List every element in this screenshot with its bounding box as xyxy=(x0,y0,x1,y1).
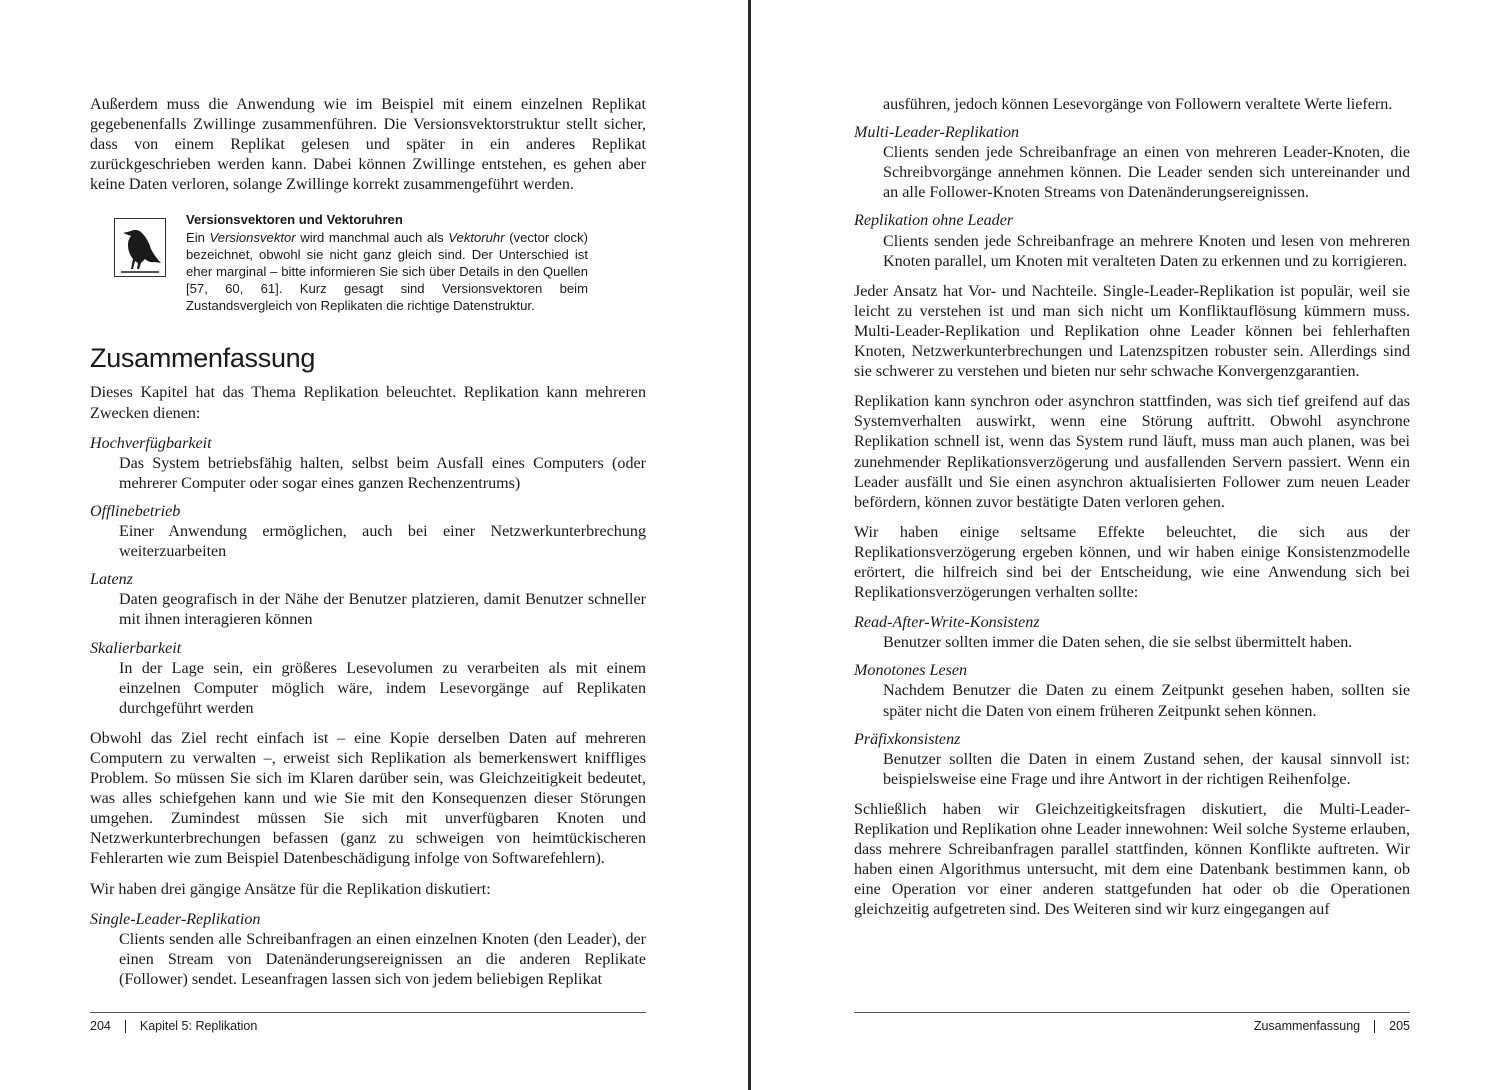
paragraph: Obwohl das Ziel recht einfach ist – eine Kopie derselben Daten auf mehreren Computern zu verwalten –, erweist sich Replikation als bemerkenswert kniffliges Problem. So müssen Sie sich im Klaren darüber sein, was Gleichzeitigkeit bedeutet, was alles schiefgehen kann und wie Sie mit den Konsequenzen dieser Störungen umgehen. Zumindest müssen Sie sich mit unverfügbaren Knoten und Netzwerkunterbrechungen befassen (ganz zu schweigen von heimtückischeren Fehlerarten wie zum Beispiel Datenbeschädigung infolge von Softwarefehlern). xyxy=(90,729,646,868)
paragraph: Außerdem muss die Anwendung wie im Beispiel mit einem einzelnen Replikat gegebenenfalls Zwillinge zusammenführen. Die Versionsvektorstruktur stellt sicher, dass von einem Replikat gelesen und später in ein anderes Replikat zurückgeschrieben werden kann. Dabei können Zwillinge entstehen, es gehen aber keine Daten verloren, solange Zwillinge korrekt zusammengeführt werden. xyxy=(90,96,646,194)
definition-term: Multi-Leader-Replikation xyxy=(854,124,1020,142)
footer-rule xyxy=(90,1012,646,1013)
running-header: Zusammenfassung xyxy=(1253,1019,1361,1033)
definition-text: Clients senden jede Schreibanfrage an einen von mehreren Leader-Knoten, die Schreibvorgänge annehmen können. Die Leader senden sich untereinander und an alle Follower-Knoten Streams von Datenänderungsereignissen. xyxy=(883,144,1410,202)
note-emphasis: Vektoruhr xyxy=(448,229,505,245)
note-text: wird manchmal auch als xyxy=(295,229,449,245)
note-text: Ein xyxy=(186,229,210,245)
definition-text: Clients senden alle Schreibanfragen an einen einzelnen Knoten (den Leader), der einen Stream von Datenänderungsereignissen an die anderen Replikate (Follower) sendet. Leseanfragen lassen sich von jedem beliebigen Replikat xyxy=(119,930,646,988)
paragraph: Wir haben drei gängige Ansätze für die Replikation diskutiert: xyxy=(90,880,491,898)
definition-term: Hochverfügbarkeit xyxy=(90,434,212,452)
right-page xyxy=(751,0,1500,1090)
definition-text: Das System betriebsfähig halten, selbst beim Ausfall eines Computers (oder mehrerer Computer oder sogar eines ganzen Rechenzentrums) xyxy=(119,454,646,492)
definition-term: Replikation ohne Leader xyxy=(854,212,1014,230)
definition-term: Latenz xyxy=(90,571,133,589)
definition-term: Skalierbarkeit xyxy=(90,639,182,657)
note-text: (vector clock) bezeichnet, obwohl sie nicht ganz gleich sind. Der Unterschied ist eher marginal – bitte informieren Sie sich über Details in den Quellen [57, 60, 61]. Kurz gesagt sind Versionsvektoren beim Zustandsvergleich von Replikaten die richtige Datenstruktur. xyxy=(186,229,589,314)
note-box xyxy=(90,211,646,329)
definition-text: ausführen, jedoch können Lesevorgänge von Followern veraltete Werte liefern. xyxy=(883,96,1393,113)
definition-term: Monotones Lesen xyxy=(854,662,968,680)
left-text-column xyxy=(90,95,646,998)
note-emphasis: Versionsvektor xyxy=(209,229,296,245)
page-footer xyxy=(90,1012,646,1033)
definition-term: Read-After-Write-Konsistenz xyxy=(854,614,1040,632)
definition-term: Offlinebetrieb xyxy=(90,502,181,520)
section-heading: Zusammenfassung xyxy=(90,343,316,374)
paragraph: Wir haben einige seltsame Effekte beleuchtet, die sich aus der Replikationsverzögerung ergeben können, und wir haben einige Konsistenzmodelle erörtert, die hilfreich sind bei der Entscheidung, wie eine Anwendung sich bei Replikationsverzögerungen verhalten sollte: xyxy=(854,523,1410,602)
definition-term: Präfixkonsistenz xyxy=(854,730,961,748)
definition-text: Clients senden jede Schreibanfrage an mehrere Knoten und lesen von mehreren Knoten parallel, um Knoten mit veralteten Daten zu erkennen und zu korrigieren. xyxy=(883,232,1410,270)
paragraph: Schließlich haben wir Gleichzeitigkeitsfragen diskutiert, die Multi-Leader-Replikation und Replikation ohne Leader innewohnen: Weil solche Systeme erlauben, dass mehrere Schreibanfragen parallel stattfinden, können Konflikte auftreten. Wir haben einen Algorithmus untersucht, mit dem eine Datenbank bestimmen kann, ob eine Operation vor einer anderen stattgefunden hat oder ob die Operationen gleichzeitig aufgetreten sind. Des Weiteren sind wir kurz eingegangen auf xyxy=(854,800,1410,919)
page-number: 204 xyxy=(90,1019,111,1033)
definition-term: Single-Leader-Replikation xyxy=(90,910,261,928)
right-text-column xyxy=(854,95,1410,930)
paragraph: Jeder Ansatz hat Vor- und Nachteile. Single-Leader-Replikation ist populär, weil sie leicht zu verstehen ist und man sich nicht um Konfliktauflösung kümmern muss. Multi-Leader-Replikation und Replikation ohne Leader können bei fehlerhaften Knoten, Netzwerkunterbrechungen und Latenzspitzen robuster sein. Allerdings sind sie schwerer zu verstehen und bieten nur sehr schwache Konvergenzgarantien. xyxy=(854,282,1410,381)
paragraph: Dieses Kapitel hat das Thema Replikation beleuchtet. Replikation kann mehreren Zwecken dienen: xyxy=(90,384,646,422)
running-header: Kapitel 5: Replikation xyxy=(139,1019,258,1033)
footer-rule xyxy=(854,1012,1410,1013)
page-number: 205 xyxy=(1389,1019,1410,1033)
footer-separator xyxy=(125,1020,126,1033)
definition-text: Benutzer sollten die Daten in einem Zustand sehen, der kausal sinnvoll ist: beispielsweise eine Frage und ihre Antwort in der richtigen Reihenfolge. xyxy=(883,750,1410,788)
definition-text: Benutzer sollten immer die Daten sehen, die sie selbst übermittelt haben. xyxy=(883,634,1353,652)
page-footer xyxy=(854,1012,1410,1033)
definition-text: Daten geografisch in der Nähe der Benutzer platzieren, damit Benutzer schneller mit ihnen interagieren können xyxy=(119,591,646,629)
note-body xyxy=(186,211,588,314)
definition-text: Einer Anwendung ermöglichen, auch bei einer Netzwerkunterbrechung weiterzuarbeiten xyxy=(119,523,646,561)
definition-text: Nachdem Benutzer die Daten zu einem Zeitpunkt gesehen haben, sollten sie später nicht die Daten von einem früheren Zeitpunkt sehen können. xyxy=(883,682,1410,720)
note-title: Versionsvektoren und Vektoruhren xyxy=(186,212,403,228)
definition-text: In der Lage sein, ein größeres Lesevolumen zu verarbeiten als mit einem einzelnen Computer möglich wäre, indem Lesevorgänge auf Replikaten durchgeführt werden xyxy=(119,659,646,717)
raven-icon xyxy=(114,218,166,277)
footer-separator xyxy=(1374,1020,1375,1033)
paragraph: Replikation kann synchron oder asynchron stattfinden, was sich tief greifend auf das Systemverhalten auswirkt, wenn eine Störung auftritt. Obwohl asynchrone Replikation schnell ist, wenn das System rund läuft, muss man auch planen, was bei zunehmender Replikationsverzögerung und ausfallenden Servern passiert. Wenn ein Leader ausfällt und Sie einen asynchron aktualisierten Follower zum neuen Leader befördern, können zuvor bestätigte Daten verloren gehen. xyxy=(854,393,1410,511)
left-page xyxy=(0,0,749,1090)
